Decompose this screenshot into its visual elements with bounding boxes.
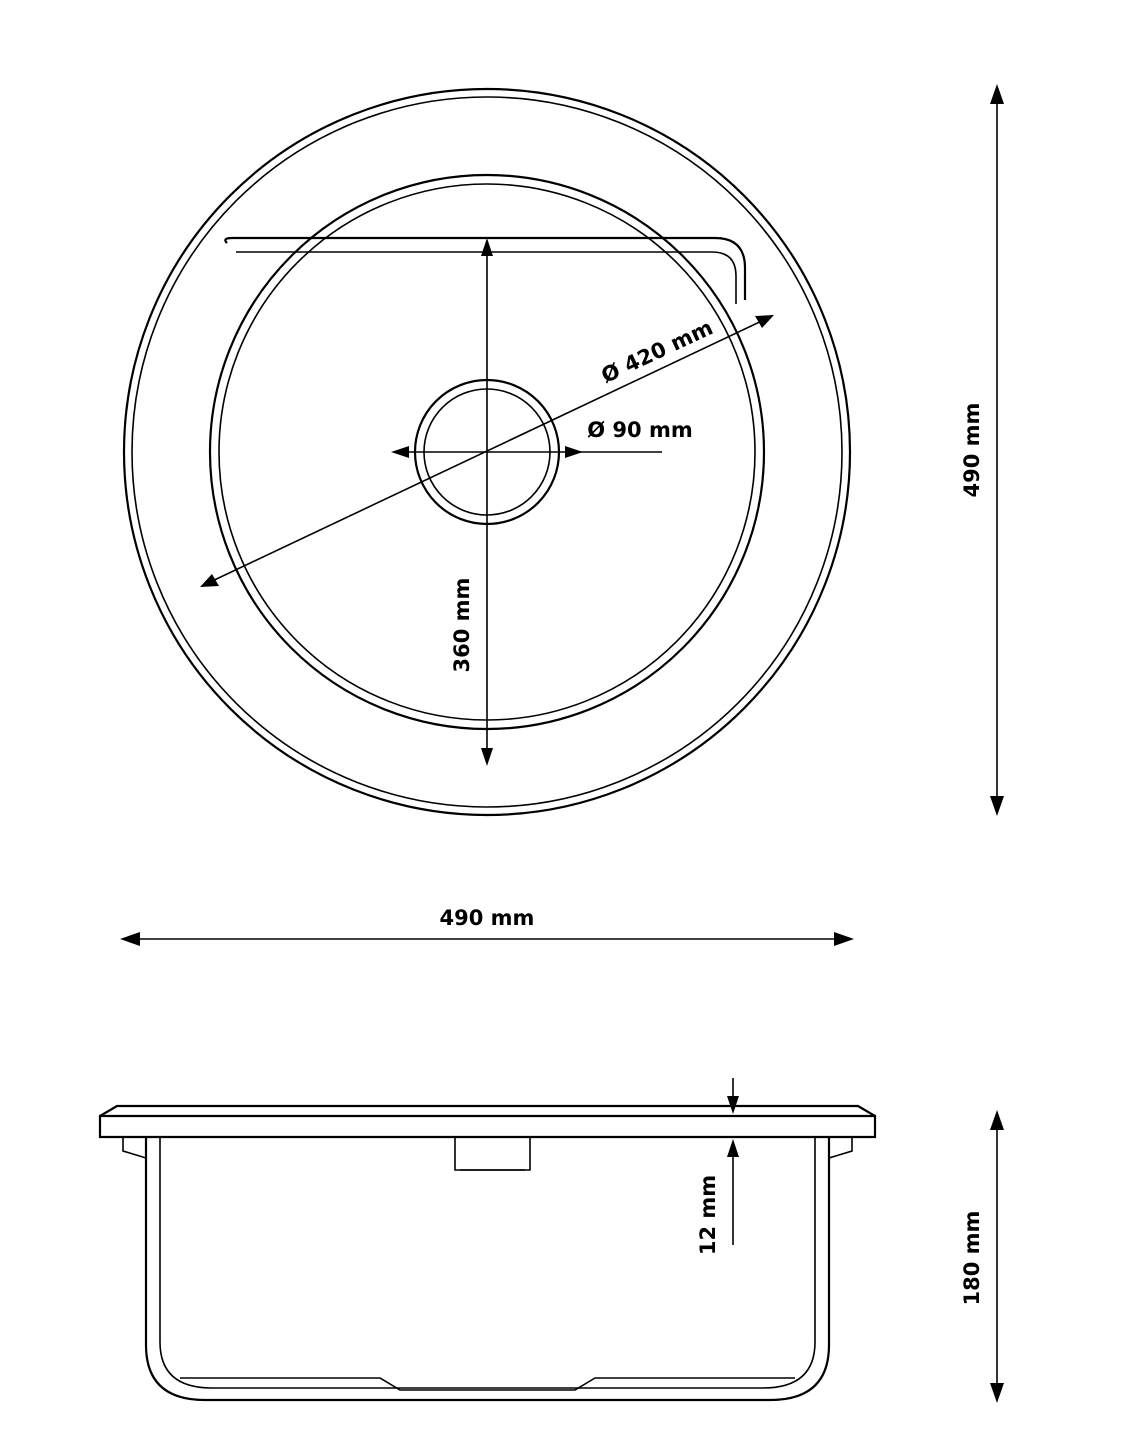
sink-bowl-body [146, 1137, 829, 1400]
sink-bowl-body-inner [160, 1137, 815, 1388]
sink-right-clip [829, 1137, 852, 1158]
dimension-360 [450, 238, 493, 766]
dimension-12-label: 12 mm [696, 1174, 720, 1256]
dimension-180-vertical [960, 1110, 1004, 1403]
dimension-360-label: 360 mm [450, 577, 474, 673]
dimension-490-vertical-label: 490 mm [960, 402, 984, 498]
sink-flat-top-edge-inner [236, 252, 736, 304]
dimension-490-horizontal-label: 490 mm [439, 906, 535, 930]
top-view [124, 89, 850, 815]
dimension-90-label: Ø 90 mm [587, 418, 693, 442]
dimension-420-label: Ø 420 mm [597, 315, 717, 388]
dimension-490-vertical [960, 84, 1004, 816]
side-view [100, 1078, 875, 1400]
sink-left-clip [123, 1137, 146, 1158]
dimension-490-horizontal [120, 906, 854, 946]
dimension-90 [391, 418, 693, 458]
dimension-180-vertical-label: 180 mm [960, 1210, 984, 1306]
dimension-12 [696, 1078, 739, 1255]
sink-rim-plate [100, 1116, 875, 1137]
sink-overflow-detail [455, 1137, 530, 1170]
sink-rim-top-edge [100, 1106, 875, 1116]
